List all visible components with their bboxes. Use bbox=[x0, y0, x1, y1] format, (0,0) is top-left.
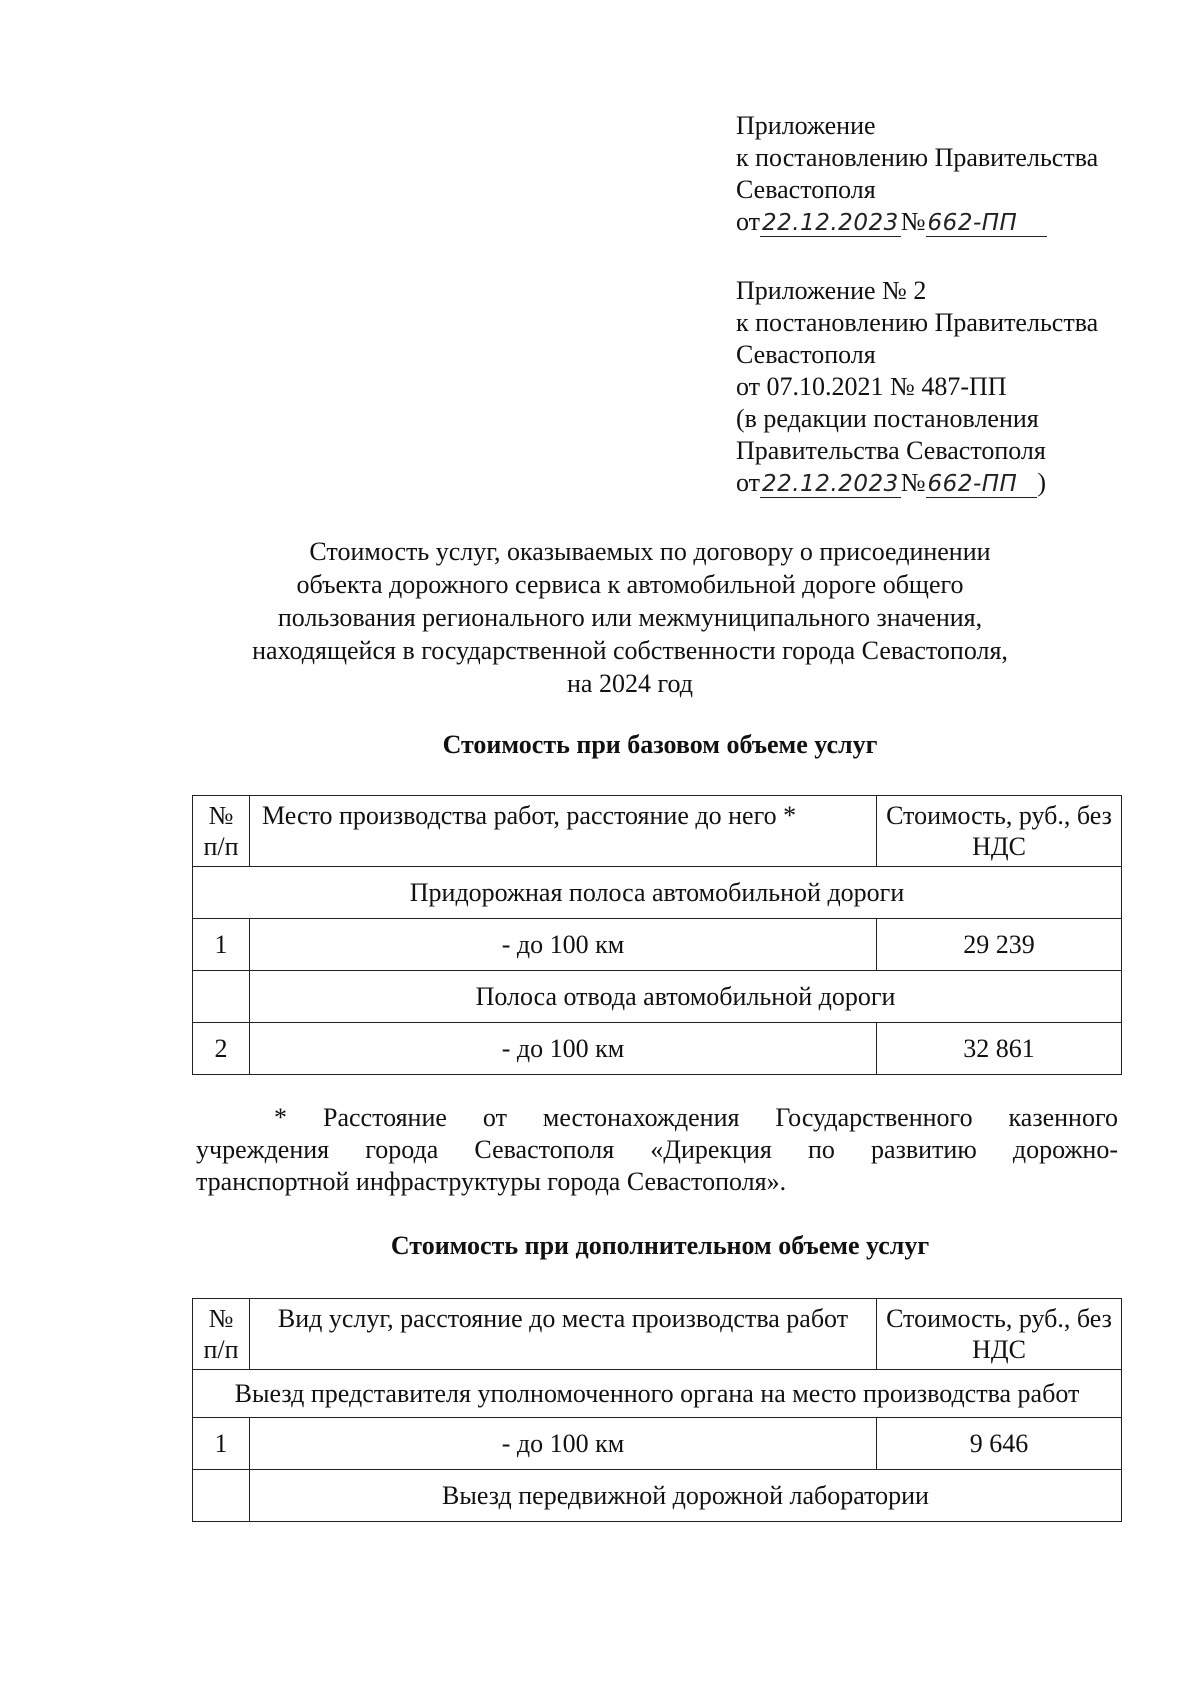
title-line: пользования регионального или межмуниципального значения, bbox=[277, 603, 983, 632]
group-representative-visit: Выезд представителя уполномоченного органа на место производства работ bbox=[193, 1370, 1122, 1418]
header-place: Место производства работ, расстояние до него * bbox=[250, 796, 877, 867]
table-row bbox=[193, 1023, 1122, 1075]
section-heading-base: Стоимость при базовом объеме услуг bbox=[442, 730, 878, 759]
empty-cell bbox=[193, 1470, 250, 1522]
handwritten-number: 662-ПП bbox=[926, 210, 1048, 237]
date-prefix: от bbox=[736, 468, 761, 497]
table-row bbox=[193, 1418, 1122, 1470]
group-right-of-way: Полоса отвода автомобильной дороги bbox=[250, 971, 1122, 1023]
footnote-line: * Расстояние от местонахождения Государственного казенного bbox=[274, 1103, 1118, 1132]
group-roadside-strip: Придорожная полоса автомобильной дороги bbox=[193, 867, 1122, 919]
appendix-date-line bbox=[736, 206, 1098, 238]
title-line: Стоимость услуг, оказываемых по договору о присоединении bbox=[309, 537, 991, 566]
additional-cost-table bbox=[192, 1298, 1122, 1522]
empty-cell bbox=[193, 971, 250, 1023]
title-line: объекта дорожного сервиса к автомобильной дороге общего bbox=[296, 570, 964, 599]
handwritten-date: 22.12.2023 bbox=[762, 471, 899, 497]
footnote bbox=[196, 1102, 1118, 1198]
table-header-row bbox=[193, 796, 1122, 867]
table-group-row bbox=[193, 1370, 1122, 1418]
appendix-resolution: к постановлению Правительства bbox=[736, 308, 1099, 337]
title-line: на 2024 год bbox=[567, 669, 693, 698]
row-distance: - до 100 км bbox=[250, 919, 877, 971]
title-line: находящейся в государственной собственности города Севастополя, bbox=[252, 636, 1008, 665]
table-group-row bbox=[193, 971, 1122, 1023]
section-heading-additional: Стоимость при дополнительном объеме услуг bbox=[390, 1231, 930, 1260]
row-distance: - до 100 км bbox=[250, 1023, 877, 1075]
row-cost: 32 861 bbox=[877, 1023, 1122, 1075]
handwritten-date: 22.12.2023 bbox=[762, 210, 899, 236]
document-title bbox=[200, 535, 1060, 700]
row-cost: 29 239 bbox=[877, 919, 1122, 971]
header-cost: Стоимость, руб., без НДС bbox=[877, 1299, 1122, 1370]
appendix-label: Приложение № 2 bbox=[736, 276, 927, 305]
appendix-block-2 bbox=[736, 275, 1098, 499]
row-number: 1 bbox=[193, 919, 250, 971]
number-sign: № bbox=[900, 207, 926, 236]
footnote-line: учреждения города Севастополя «Дирекция по развитию дорожно- bbox=[196, 1135, 1118, 1164]
row-distance: - до 100 км bbox=[250, 1418, 877, 1470]
appendix-date-line bbox=[736, 467, 1098, 499]
header-number: № п/п bbox=[193, 796, 250, 867]
appendix-city: Севастополя bbox=[736, 340, 876, 369]
base-cost-table bbox=[192, 795, 1122, 1075]
handwritten-number: 662-ПП bbox=[926, 471, 1038, 498]
header-kind: Вид услуг, расстояние до места производства работ bbox=[250, 1299, 877, 1370]
table-group-row bbox=[193, 1470, 1122, 1522]
appendix-block-1 bbox=[736, 110, 1098, 238]
header-number: № п/п bbox=[193, 1299, 250, 1370]
number-sign: № bbox=[900, 468, 926, 497]
appendix-government: Правительства Севастополя bbox=[736, 436, 1046, 465]
table-header-row bbox=[193, 1299, 1122, 1370]
group-mobile-lab: Выезд передвижной дорожной лаборатории bbox=[250, 1470, 1122, 1522]
row-cost: 9 646 bbox=[877, 1418, 1122, 1470]
date-prefix: от bbox=[736, 207, 761, 236]
row-number: 2 bbox=[193, 1023, 250, 1075]
table-group-row bbox=[193, 867, 1122, 919]
appendix-label: Приложение bbox=[736, 111, 876, 140]
appendix-original-date: от 07.10.2021 № 487-ПП bbox=[736, 372, 1007, 401]
row-number: 1 bbox=[193, 1418, 250, 1470]
appendix-resolution: к постановлению Правительства bbox=[736, 143, 1099, 172]
appendix-edition-note: (в редакции постановления bbox=[736, 404, 1039, 433]
appendix-city: Севастополя bbox=[736, 175, 876, 204]
footnote-line: транспортной инфраструктуры города Севастополя». bbox=[196, 1167, 787, 1196]
closing-paren: ) bbox=[1037, 468, 1047, 497]
table-row bbox=[193, 919, 1122, 971]
header-cost: Стоимость, руб., без НДС bbox=[877, 796, 1122, 867]
